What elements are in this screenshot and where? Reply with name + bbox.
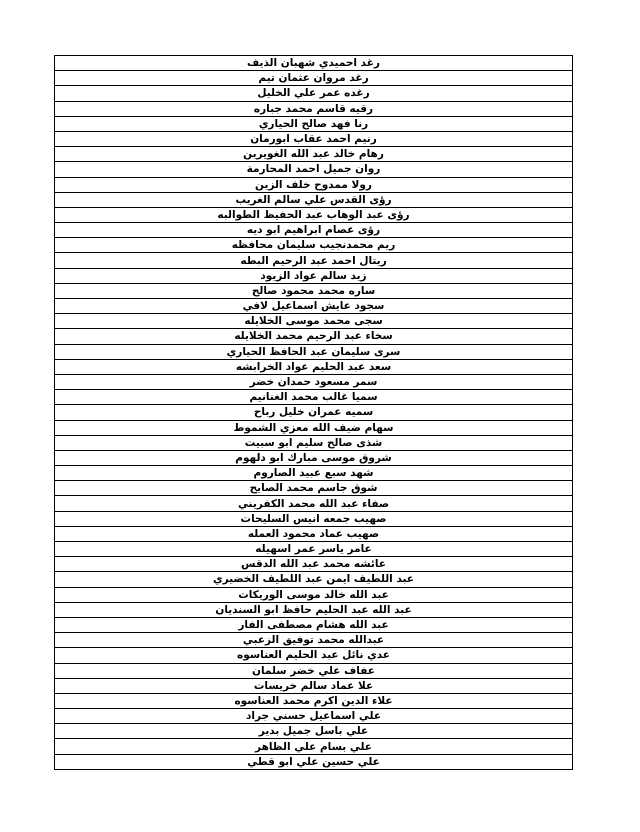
name-cell: علاء الدين اكرم محمد العناسوه	[55, 693, 573, 708]
name-cell: عبد اللطيف ايمن عبد اللطيف الخضيري	[55, 572, 573, 587]
names-table	[54, 55, 573, 770]
table-row	[55, 602, 573, 617]
name-cell: صهيب عماد محمود العمله	[55, 526, 573, 541]
name-cell: عبد الله عبد الحليم حافظ ابو السنديان	[55, 602, 573, 617]
table-row	[55, 359, 573, 374]
name-cell: روان جميل احمد المحارمة	[55, 162, 573, 177]
name-cell: ريتال احمد عبد الرحيم البطه	[55, 253, 573, 268]
names-table-body	[55, 56, 573, 770]
name-cell: سهام ضيف الله معزي الشموط	[55, 420, 573, 435]
table-row	[55, 572, 573, 587]
table-row	[55, 299, 573, 314]
table-row	[55, 481, 573, 496]
name-cell: شوق جاسم محمد الصايح	[55, 481, 573, 496]
table-row	[55, 405, 573, 420]
name-cell: رنا فهد صالح الحياري	[55, 116, 573, 131]
table-row	[55, 739, 573, 754]
table-row	[55, 754, 573, 769]
table-row	[55, 709, 573, 724]
name-cell: سمر مسعود حمدان خضر	[55, 374, 573, 389]
name-cell: ساره محمد محمود صالح	[55, 283, 573, 298]
table-row	[55, 344, 573, 359]
name-cell: رولا ممدوح خلف الزين	[55, 177, 573, 192]
name-cell: سرى سليمان عبد الحافظ الحياري	[55, 344, 573, 359]
name-cell: عبدالله محمد توفيق الزعبي	[55, 633, 573, 648]
table-row	[55, 663, 573, 678]
table-row	[55, 329, 573, 344]
table-row	[55, 56, 573, 71]
name-cell: رؤى القدس علي سالم الغريب	[55, 192, 573, 207]
table-row	[55, 450, 573, 465]
name-cell: سميا غالب محمد الغنانيم	[55, 390, 573, 405]
table-row	[55, 86, 573, 101]
table-row	[55, 724, 573, 739]
name-cell: ريم محمدنجيب سليمان محافظه	[55, 238, 573, 253]
name-cell: شروق موسى مبارك ابو دلهوم	[55, 450, 573, 465]
name-cell: علي بسام علي الظاهر	[55, 739, 573, 754]
name-cell: علي حسين علي ابو قطي	[55, 754, 573, 769]
table-row	[55, 71, 573, 86]
table-row	[55, 390, 573, 405]
name-cell: علي اسماعيل حسني جراد	[55, 709, 573, 724]
table-row	[55, 466, 573, 481]
table-row	[55, 557, 573, 572]
table-row	[55, 314, 573, 329]
name-cell: عفاف علي خضر سلمان	[55, 663, 573, 678]
table-row	[55, 253, 573, 268]
name-cell: صهيب جمعه انيس السليحات	[55, 511, 573, 526]
name-cell: عبد الله خالد موسى الوريكات	[55, 587, 573, 602]
table-row	[55, 678, 573, 693]
name-cell: شهد سبع عبيد الصاروم	[55, 466, 573, 481]
name-cell: رغد احميدي شهبان الذيف	[55, 56, 573, 71]
name-cell: سجود عايش اسماعيل لافي	[55, 299, 573, 314]
table-row	[55, 374, 573, 389]
name-cell: عامر ياسر عمر اسهيله	[55, 542, 573, 557]
table-row	[55, 116, 573, 131]
name-cell: سعد عبد الحليم عواد الخرابشه	[55, 359, 573, 374]
table-row	[55, 192, 573, 207]
name-cell: رغد مروان عثمان تيم	[55, 71, 573, 86]
table-row	[55, 648, 573, 663]
table-row	[55, 496, 573, 511]
table-row	[55, 283, 573, 298]
name-cell: سجى محمد موسى الخلايله	[55, 314, 573, 329]
table-row	[55, 633, 573, 648]
name-cell: رهام خالد عبد الله الغويرين	[55, 147, 573, 162]
name-cell: صفاء عبد الله محمد الكفريني	[55, 496, 573, 511]
name-cell: سخاء عبد الرحيم محمد الخلايله	[55, 329, 573, 344]
name-cell: رؤى عصام ابراهيم ابو ديه	[55, 223, 573, 238]
name-cell: رقيه قاسم محمد جباره	[55, 101, 573, 116]
name-cell: رنيم احمد عقاب ابورمان	[55, 131, 573, 146]
name-cell: علي باسل جميل بدير	[55, 724, 573, 739]
name-cell: عائشه محمد عبد الله الدقس	[55, 557, 573, 572]
table-row	[55, 147, 573, 162]
name-cell: سميه عمران خليل رباح	[55, 405, 573, 420]
table-row	[55, 693, 573, 708]
name-cell: رؤى عبد الوهاب عبد الحفيظ الطوالبه	[55, 207, 573, 222]
table-row	[55, 101, 573, 116]
table-row	[55, 420, 573, 435]
table-row	[55, 526, 573, 541]
table-row	[55, 511, 573, 526]
table-row	[55, 617, 573, 632]
name-cell: شذى صالح سليم ابو سبيت	[55, 435, 573, 450]
table-row	[55, 435, 573, 450]
table-row	[55, 177, 573, 192]
table-row	[55, 268, 573, 283]
table-row	[55, 162, 573, 177]
name-cell: عبد الله هشام مصطفى الفار	[55, 617, 573, 632]
name-cell: رغده عمر علي الخليل	[55, 86, 573, 101]
name-cell: عدي نائل عبد الحليم العناسوه	[55, 648, 573, 663]
table-row	[55, 238, 573, 253]
name-cell: زيد سالم عواد الزيود	[55, 268, 573, 283]
table-row	[55, 542, 573, 557]
table-row	[55, 587, 573, 602]
table-row	[55, 207, 573, 222]
table-row	[55, 223, 573, 238]
table-row	[55, 131, 573, 146]
name-cell: علا عماد سالم خريسات	[55, 678, 573, 693]
